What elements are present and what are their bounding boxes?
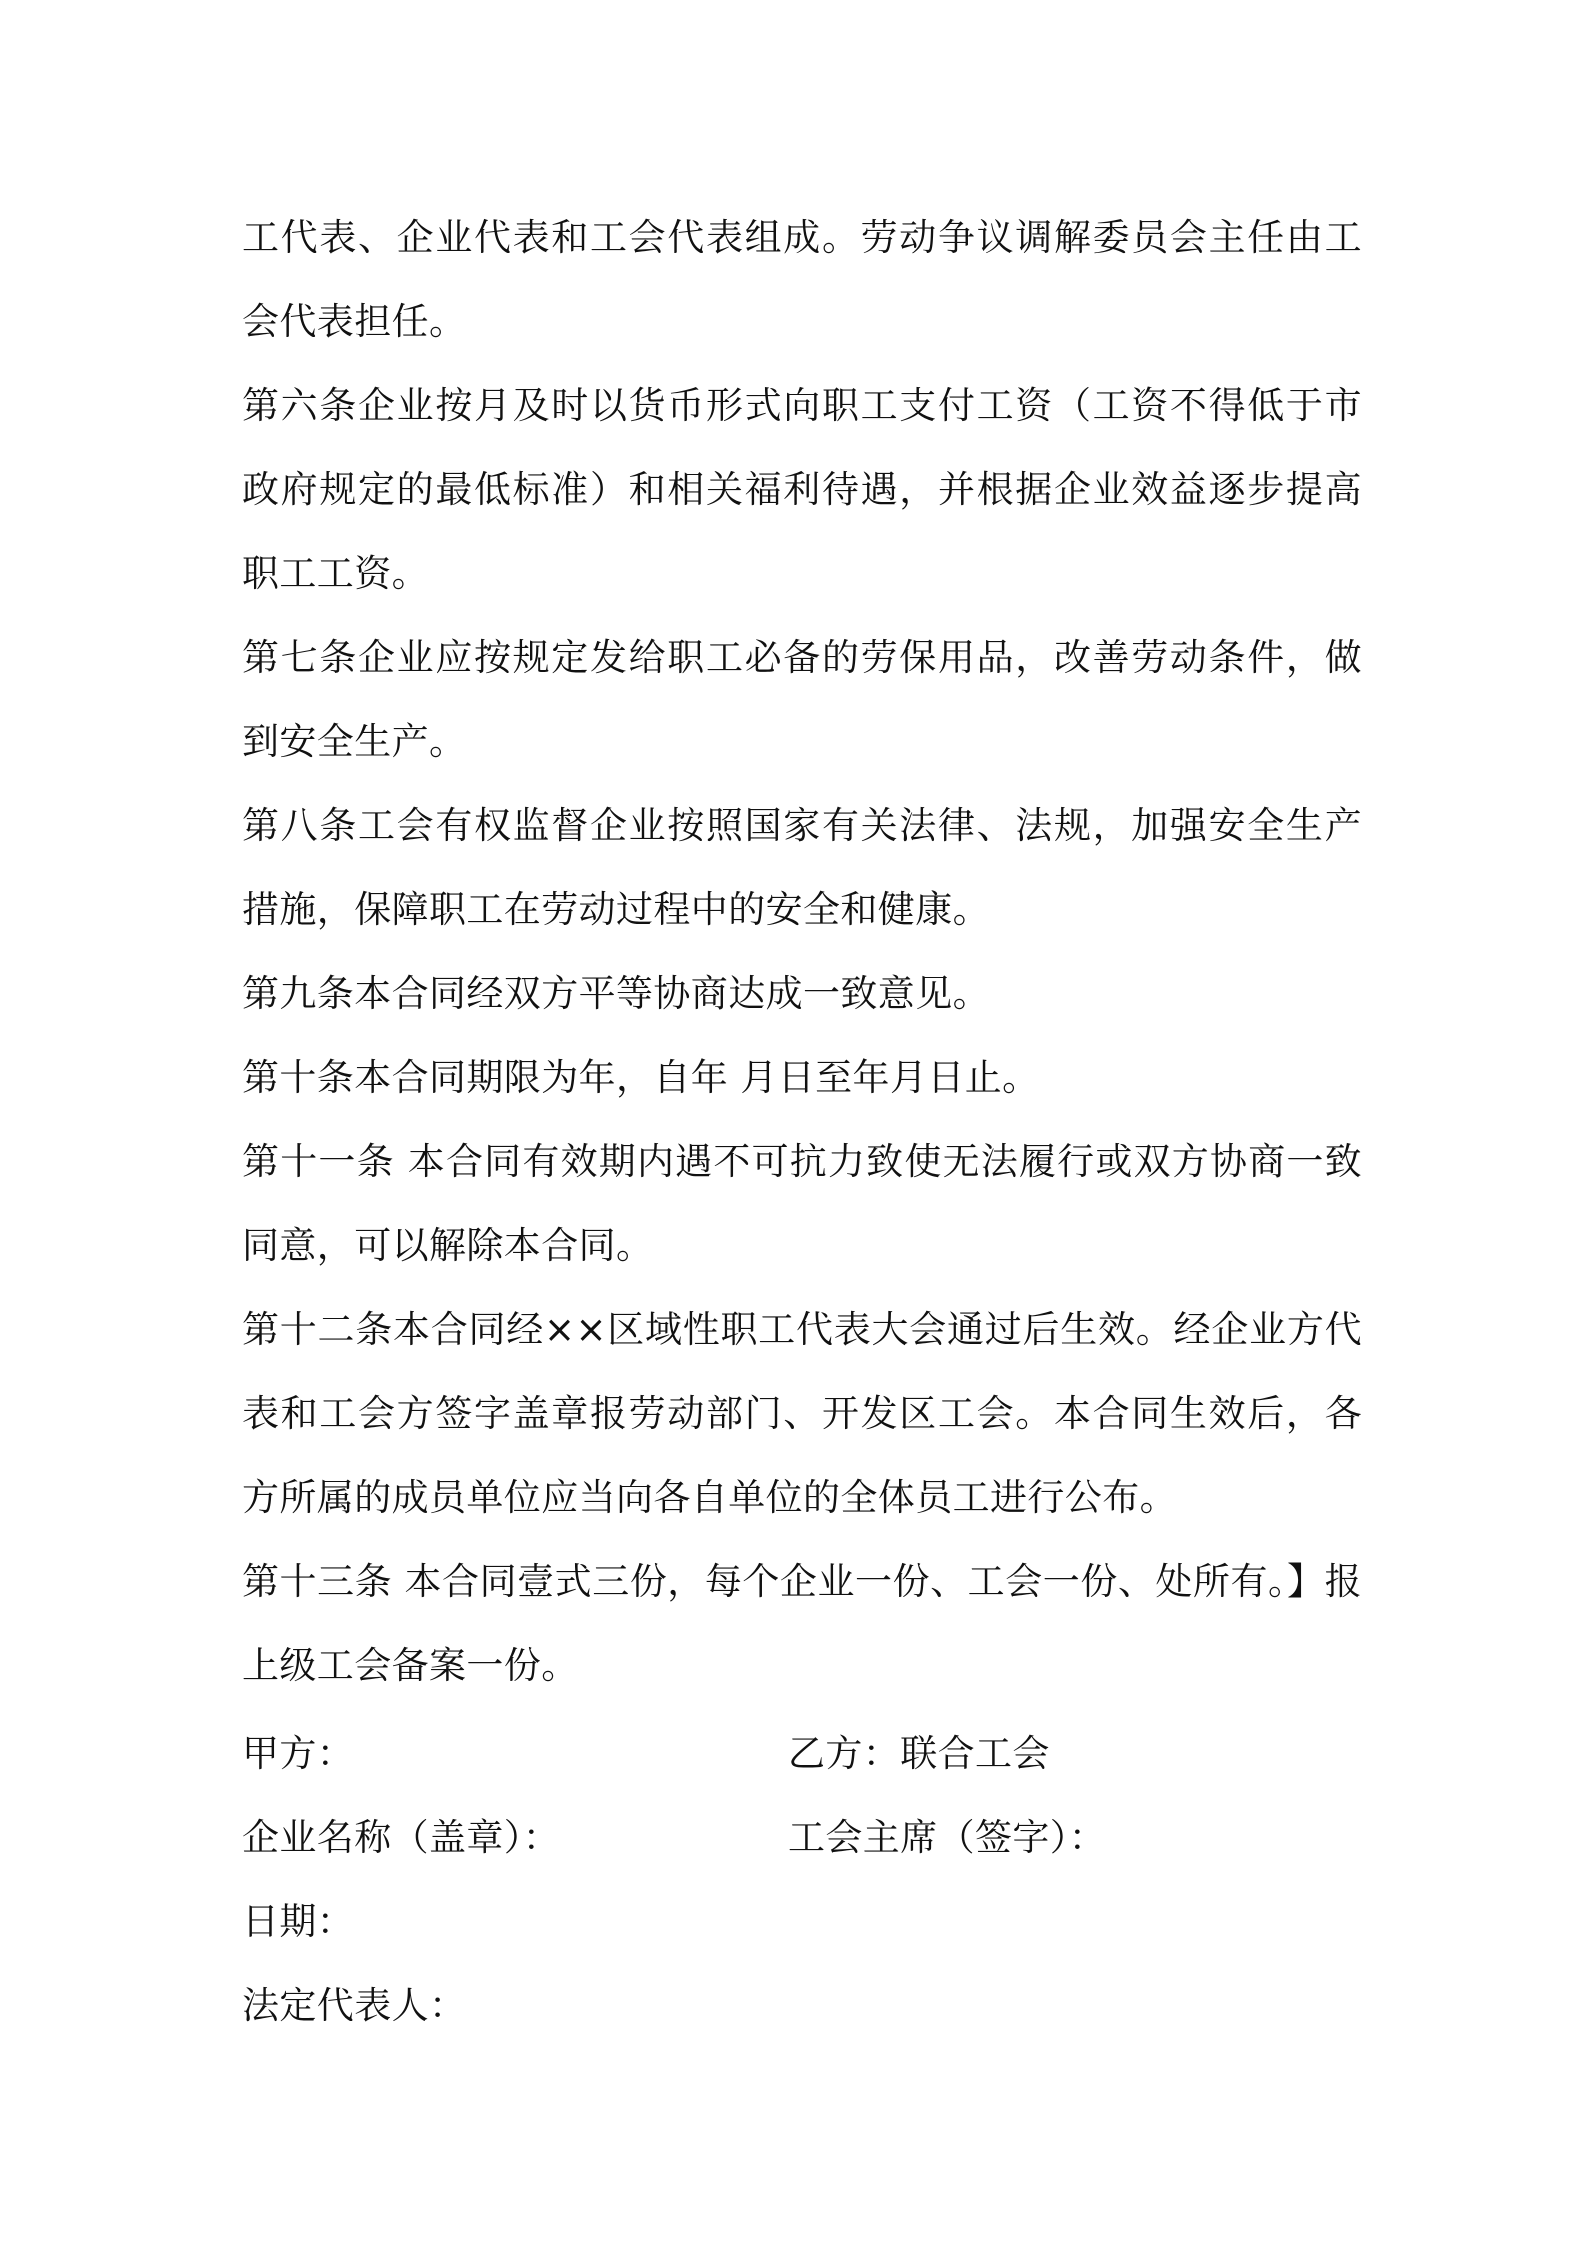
signature-row-legal-rep bbox=[242, 1960, 1362, 2044]
party-b-label: 乙方：联合工会 bbox=[788, 1732, 1050, 1775]
contract-body bbox=[242, 196, 1362, 2044]
clause-paragraph-continuation: 工代表、企业代表和工会代表组成。劳动争议调解委员会主任由工会代表担任。 bbox=[242, 216, 1362, 343]
clause-13-paragraph: 第十三条 本合同壹式三份，每个企业一份、工会一份、处所有。】报上级工会备案一份。 bbox=[242, 1560, 1362, 1687]
clause-11-paragraph: 第十一条 本合同有效期内遇不可抗力致使无法履行或双方协商一致同意，可以解除本合同。 bbox=[242, 1140, 1362, 1267]
clause-10-paragraph: 第十条本合同期限为年，自年 月日至年月日止。 bbox=[242, 1056, 1040, 1099]
party-a-label: 甲方： bbox=[242, 1732, 355, 1775]
legal-representative-label: 法定代表人： bbox=[242, 1984, 467, 2027]
clause-7-paragraph: 第七条企业应按规定发给职工必备的劳保用品，改善劳动条件，做到安全生产。 bbox=[242, 636, 1362, 763]
union-chair-label: 工会主席（签字）： bbox=[788, 1816, 1107, 1859]
signature-row-parties bbox=[242, 1708, 1362, 1792]
company-name-label: 企业名称（盖章）： bbox=[242, 1816, 561, 1859]
signature-row-date bbox=[242, 1876, 1362, 1960]
clause-9-paragraph: 第九条本合同经双方平等协商达成一致意见。 bbox=[242, 972, 990, 1015]
signature-row-signers bbox=[242, 1792, 1362, 1876]
date-label: 日期： bbox=[242, 1900, 355, 1943]
clause-6-paragraph: 第六条企业按月及时以货币形式向职工支付工资（工资不得低于市政府规定的最低标准）和相关福利待遇，并根据企业效益逐步提高职工工资。 bbox=[242, 384, 1362, 595]
clause-8-paragraph: 第八条工会有权监督企业按照国家有关法律、法规，加强安全生产措施，保障职工在劳动过程中的安全和健康。 bbox=[242, 804, 1362, 931]
clause-12-paragraph: 第十二条本合同经××区域性职工代表大会通过后生效。经企业方代表和工会方签字盖章报劳动部门、开发区工会。本合同生效后，各方所属的成员单位应当向各自单位的全体员工进行公布。 bbox=[242, 1308, 1362, 1519]
